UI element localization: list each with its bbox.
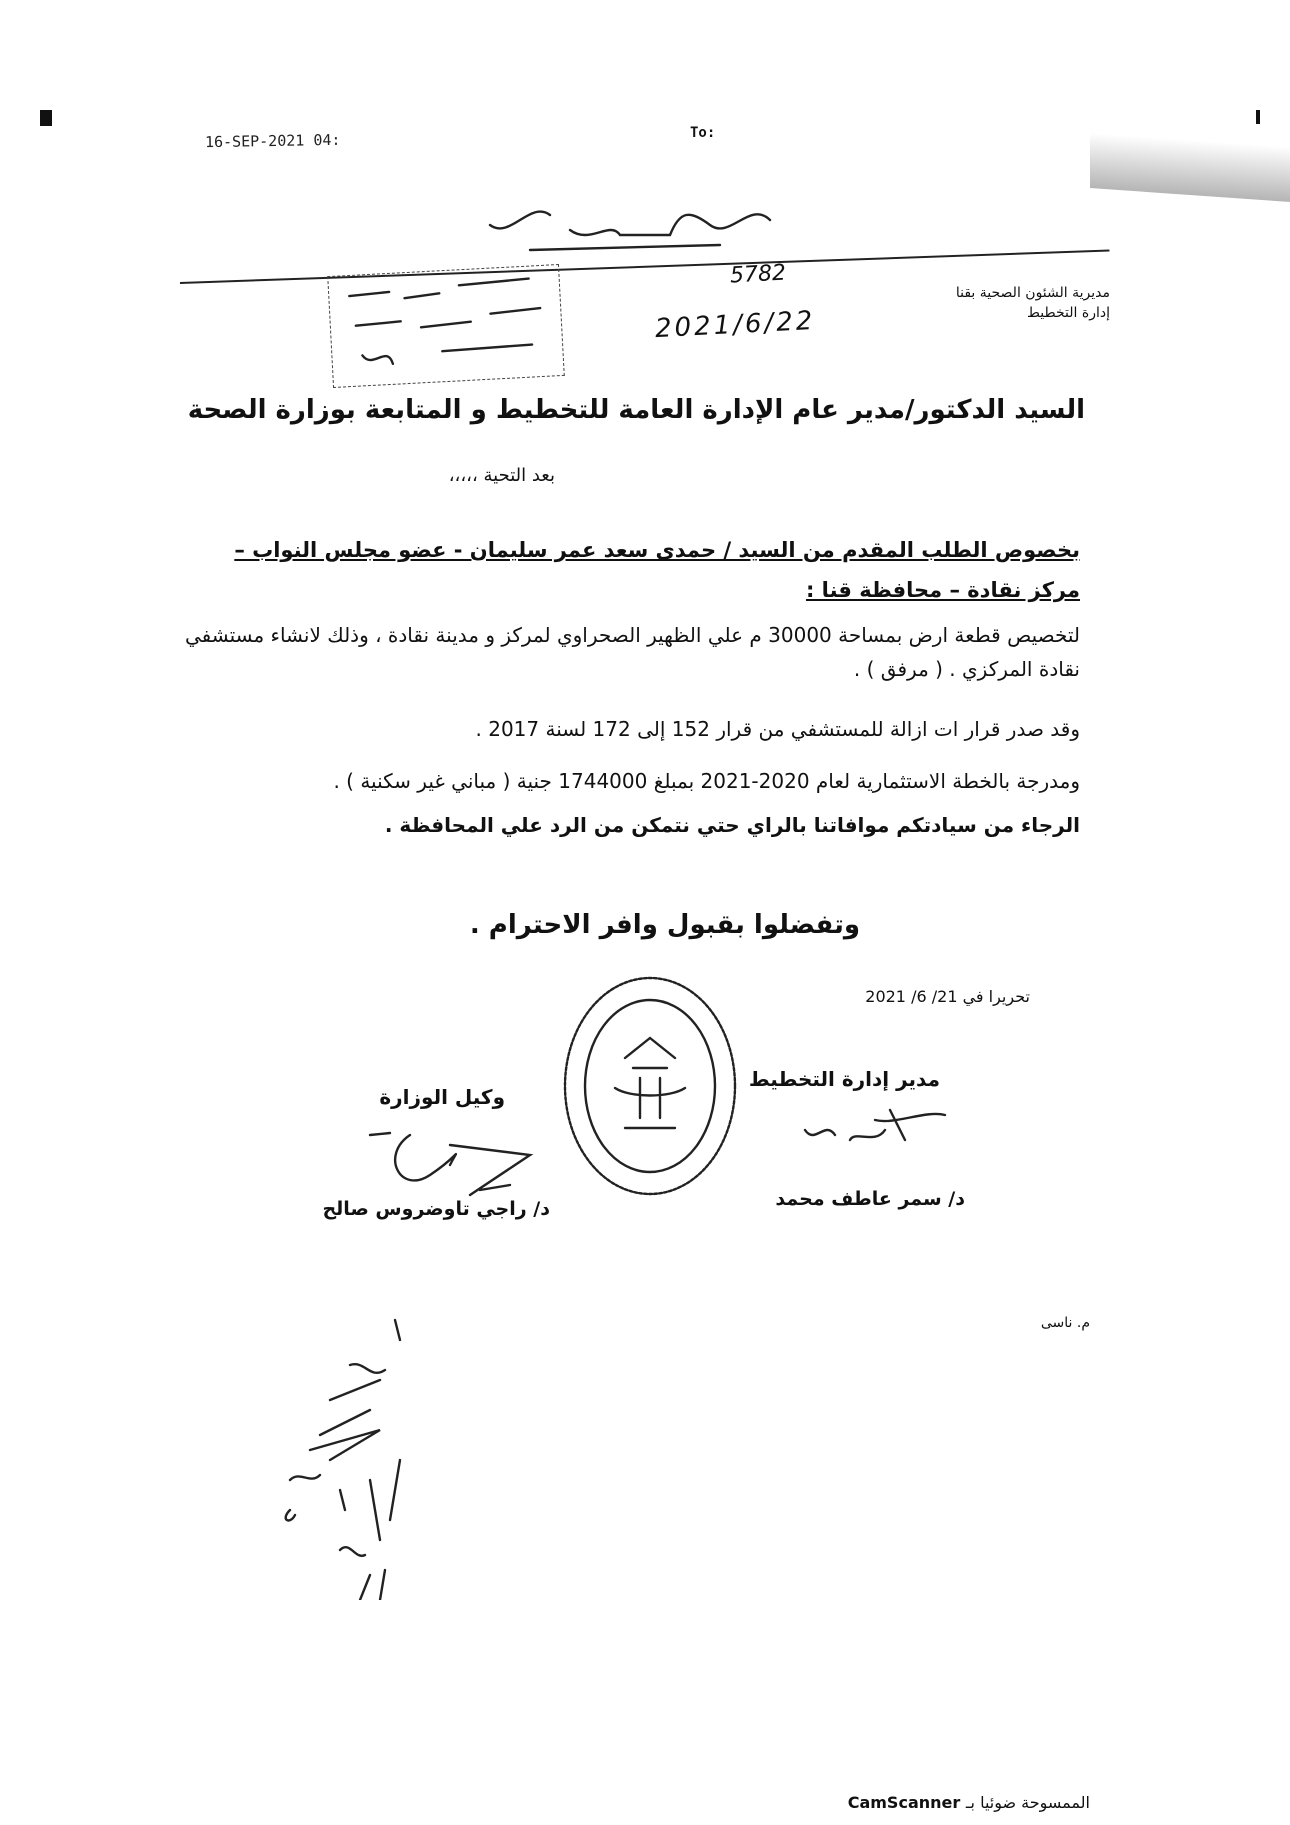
sender-block [930,283,1110,323]
camscanner-watermark [848,1793,1090,1812]
sender-line-directorate: مديرية الشئون الصحية بقنا [955,285,1110,301]
body-paragraph: لتخصيص قطعة ارض بمساحة 30000 م علي الظهير الصحراوي لمركز و مدينة نقادة ، وذلك لانشاء مستشفي نقادة المركزي . ( مرفق ) . [184,623,1080,681]
request-line: الرجاء من سيادتكم موافاتنا بالراي حتي نتمكن من الرد علي المحافظة . [384,813,1080,837]
scan-shadow [1090,133,1290,202]
signature-scribble [795,1100,965,1150]
handwritten-annotation [470,190,800,270]
subject-line: بخصوص الطلب المقدم من السيد / حمدى سعد عمر سليمان - عضو مجلس النواب – مركز نقادة – محافظة قنا : [234,538,1080,602]
official-seal [555,968,745,1203]
signature-scribble [360,1115,540,1205]
body-paragraph: وقد صدر قرار ات ازالة للمستشفي من قرار 152 إلى 172 لسنة 2017 . [475,717,1080,741]
recipient-line: السيد الدكتور/مدير عام الإدارة العامة للتخطيط و المتابعة بوزارة الصحة [187,395,1085,425]
handwritten-notes [270,1310,470,1600]
scan-corner-mark [1256,110,1260,124]
greeting: بعد التحية ،،،،، [448,465,555,486]
footnote-initials: م. ناسى [1040,1315,1090,1331]
signature-title-planning-director: مدير إدارة التخطيط [748,1067,940,1091]
watermark-prefix: الممسوحة ضوئيا بـ [965,1793,1090,1812]
fax-timestamp: 16-SEP-2021 04: [204,130,341,152]
incoming-stamp [327,264,565,388]
closing-line: وتفضلوا بقبول وافر الاحترام . [469,910,860,940]
watermark-brand: CamScanner [847,1793,961,1812]
signature-name-planning-director: د/ سمر عاطف محمد [775,1188,965,1210]
signature-title-undersecretary: وكيل الوزارة [379,1085,505,1109]
handwritten-ref-date: 2021/6/22 [654,305,817,345]
handwritten-ref-number: 5782 [729,260,787,289]
signature-name-undersecretary: د/ راجي تاوضروس صالح [322,1198,550,1220]
sender-line-department: إدارة التخطيط [1027,305,1110,321]
body-paragraph: ومدرجة بالخطة الاستثمارية لعام 2020-2021 بمبلغ 1744000 جنية ( مباني غير سكنية ) . [333,769,1080,793]
fax-to-label: To: [690,125,716,141]
scan-corner-mark [40,110,52,126]
date-line: تحريرا في 21/ 6/ 2021 [865,987,1030,1006]
